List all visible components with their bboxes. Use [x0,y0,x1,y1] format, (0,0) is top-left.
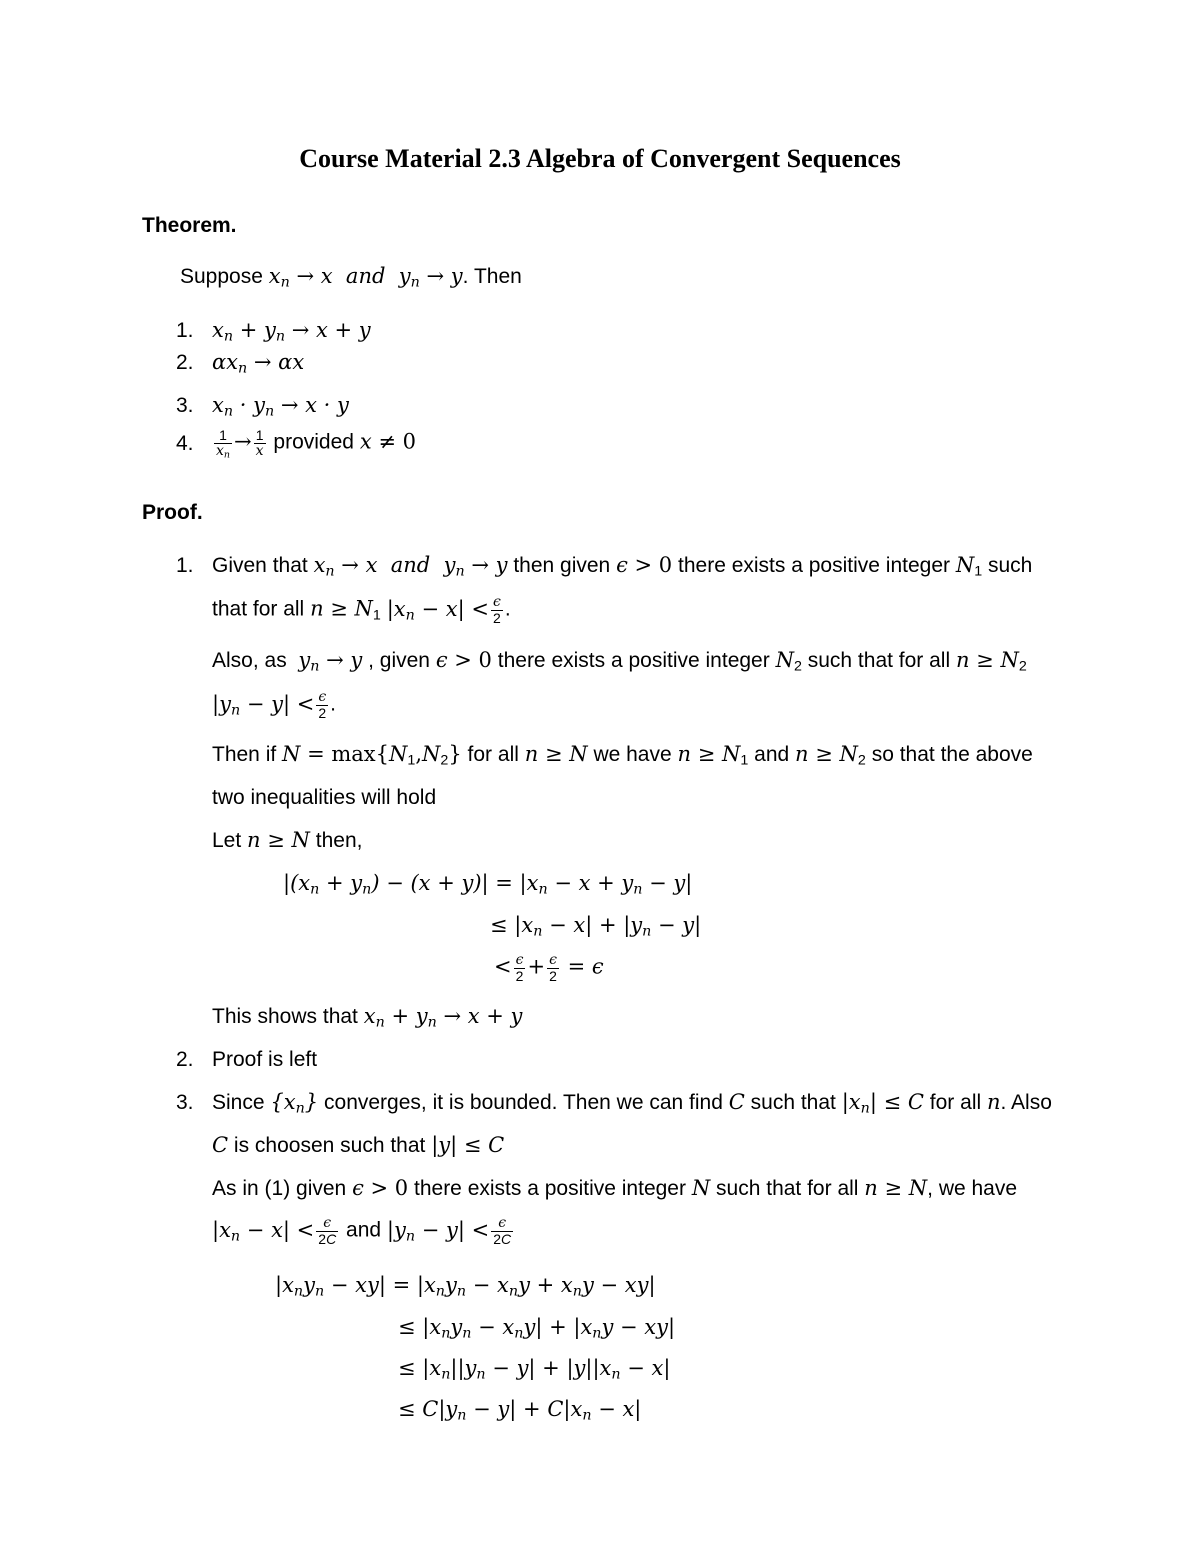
text: Let [212,829,242,852]
item-number: 4. [176,431,194,455]
text: there exists a positive integer [414,1177,686,1200]
proof-3-eq-1: $|x_ny_n - xy| = |x_ny_n - x_ny + x_ny - xy|$ [275,1273,656,1300]
text: and [346,1218,382,1242]
text: Then if [212,743,277,766]
text: This shows that [212,1005,358,1028]
text: then given [513,554,611,577]
text: Also, as [212,649,287,672]
text: there exists a positive integer [678,554,950,577]
text: . Also [1000,1091,1052,1114]
then-word: . Then [462,265,522,288]
proof-3-line-4: $|x_n - x|$ < $\frac{\epsilon}{2C}$ and $|y_n - y|$ < $\frac{\epsilon}{2C}$ [212,1215,512,1247]
theorem-item-4: 4. $\frac{1}{x_n}$ → $\frac{1}{x}$ provided x ≠ 0 [176,427,416,461]
text: there exists a positive integer [497,649,770,672]
proof-1-line-6: two inequalities will hold [212,786,437,809]
proof-3-line-2: C is choosen such that |y| ≤ C [212,1133,505,1157]
text: for all [929,1091,982,1114]
text: , given [368,649,430,672]
text: and [754,743,790,766]
theorem-item-3: 3. $x_n \cdot y_n \to x \cdot y$ [176,393,349,420]
item-number: 2. [176,1048,194,1071]
proof-1-conclusion: This shows that $x_n + y_n \to x + y$ [212,1004,523,1031]
proof-1-line-7: Let n ≥ N then, [212,828,363,852]
text: converges, it is bounded. Then we can find [324,1091,723,1114]
text: Since [212,1091,265,1114]
proof-3-eq-2: ≤ $|x_ny_n - x_ny| + |x_ny - xy|$ [398,1315,676,1342]
text: such that for all [807,649,951,672]
proof-3-eq-4: ≤ $C|y_n - y| + C|x_n - x|$ [398,1397,642,1424]
page-title: Course Material 2.3 Algebra of Convergent Sequences [299,144,901,173]
text: that for all [212,597,305,621]
theorem-item-2: 2. $\alpha x_n \to \alpha x$ [176,350,305,377]
proof-1-eq-1: $|(x_n + y_n) - (x + y)| = |x_n - x + y_n - y|$ [283,871,693,898]
theorem-suppose-line: Suppose $x_n \to x$ and $y_n \to y$. Then [180,264,522,291]
proof-2 [176,1047,317,1072]
proof-1-line-4: $|y_n - y|$ < $\frac{\epsilon}{2}$ . [212,689,336,721]
item-number: 1. [176,319,194,342]
proof-3-eq-3: ≤ $|x_n||y_n - y| + |y||x_n - x|$ [398,1356,671,1383]
proof-1-line-3: Also, as $y_n \to y$ , given ϵ > 0 there exists a positive integer $N_2$ such that for all $n \ge N_2$ [212,648,1027,675]
item-number: 3. [176,1091,194,1114]
text: such [988,554,1033,577]
text: such that [750,1091,836,1114]
proof-heading: Proof. [142,501,203,524]
text: is choosen such that [233,1134,426,1157]
proof-1-line-5: Then if $N = \max\{N_1,N_2\}$ for all n ≥ N we have $n \ge N_1$ and $n \ge N_2$ so that the above [212,742,1033,769]
item-number: 3. [176,394,194,417]
proof-3-line-1: 3. Since $\{x_n\}$ converges, it is bounded. Then we can find C such that $|x_n| \le C$ for all n. Also [176,1090,1052,1117]
proof-1-line-1: 1. Given that $x_n \to x$ and $y_n \to y$ then given ϵ > 0 there exists a positive integer $N_1$ such [176,553,1033,580]
proof-3-line-3: As in (1) given ϵ > 0 there exists a positive integer N such that for all n ≥ N, we have [212,1176,1018,1200]
item-number: 2. [176,351,194,374]
text: then, [315,829,363,852]
text: such that for all [716,1177,859,1200]
text: , we have [927,1177,1018,1200]
proof-1-eq-2: ≤ $|x_n - x| + |y_n - y|$ [490,913,702,940]
text: Proof is left [212,1048,318,1071]
text: As in (1) given [212,1177,347,1200]
proof-1-line-2: that for all $n \ge N_1$ $|x_n - x|$ < $\frac{\epsilon}{2}$ . [212,594,511,626]
text: so that the above [871,743,1033,766]
proof-1-eq-3: < $\frac{\epsilon}{2}$ + $\frac{\epsilon}{2}$ = ϵ [494,952,604,984]
text: for all [467,743,519,766]
provided-word: provided [273,430,354,454]
text: Given that [212,554,308,577]
theorem-item-1: 1. $x_n + y_n \to x + y$ [176,318,371,345]
suppose-word: Suppose [180,265,263,288]
item-number: 1. [176,554,194,577]
text: we have [593,743,672,766]
theorem-heading: Theorem. [142,214,237,237]
